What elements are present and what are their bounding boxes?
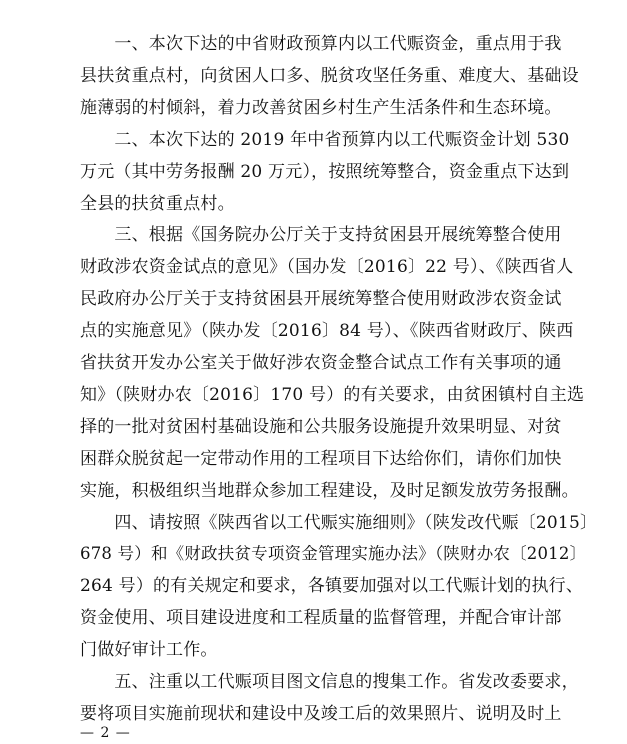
paragraph-3-line-3: 民政府办公厅关于支持贫困县开展统筹整合使用财政涉农资金试 xyxy=(80,289,562,309)
paragraph-2-line-3: 全县的扶贫重点村。 xyxy=(80,194,235,214)
paragraph-2-line-2: 万元（其中劳务报酬 20 万元），按照统筹整合，资金重点下达到 xyxy=(80,162,570,182)
paragraph-4-line-5: 门做好审计工作。 xyxy=(80,640,218,660)
page-number: — 2 — xyxy=(80,725,131,741)
paragraph-1-line-1: 一、本次下达的中省财政预算内以工代赈资金，重点用于我 xyxy=(80,34,562,54)
paragraph-5-line-1: 五、注重以工代赈项目图文信息的搜集工作。省发改委要求， xyxy=(80,672,579,692)
paragraph-4-line-3: 264 号）的有关规定和要求，各镇要加强对以工代赈计划的执行、 xyxy=(80,576,584,596)
paragraph-3-line-6: 知》（陕财办农〔2016〕170 号）的有关要求，由贫困镇村自主选 xyxy=(80,385,585,405)
paragraph-3-line-1: 三、根据《国务院办公厅关于支持贫困县开展统筹整合使用 xyxy=(80,225,562,245)
paragraph-3-line-8: 困群众脱贫起一定带动作用的工程项目下达给你们，请你们加快 xyxy=(80,449,562,469)
paragraph-3-line-7: 择的一批对贫困村基础设施和公共服务设施提升效果明显、对贫 xyxy=(80,417,562,437)
paragraph-2-line-1: 二、本次下达的 2019 年中省预算内以工代赈资金计划 530 xyxy=(80,130,570,150)
paragraph-4-line-4: 资金使用、项目建设进度和工程质量的监督管理，并配合审计部 xyxy=(80,608,562,628)
paragraph-4-line-1: 四、请按照《陕西省以工代赈实施细则》（陕发改代赈〔2015〕 xyxy=(80,513,598,533)
paragraph-4-line-2: 678 号）和《财政扶贫专项资金管理实施办法》（陕财办农〔2012〕 xyxy=(80,544,587,563)
paragraph-3-line-2: 财政涉农资金试点的意见》（国办发〔2016〕22 号）、《陕西省人 xyxy=(80,257,574,277)
paragraph-5-line-2: 要将项目实施前现状和建设中及竣工后的效果照片、说明及时上 xyxy=(80,704,562,724)
paragraph-3-line-9: 实施，积极组织当地群众参加工程建设，及时足额发放劳务报酬。 xyxy=(80,481,579,501)
paragraph-3-line-5: 省扶贫开发办公室关于做好涉农资金整合试点工作有关事项的通 xyxy=(80,353,562,373)
paragraph-3-line-4: 点的实施意见》（陕办发〔2016〕84 号）、《陕西省财政厅、陕西 xyxy=(80,321,574,341)
paragraph-1-line-3: 施薄弱的村倾斜，着力改善贫困乡村生产生活条件和生态环境。 xyxy=(80,98,562,118)
paragraph-1-line-2: 县扶贫重点村，向贫困人口多、脱贫攻坚任务重、难度大、基础设 xyxy=(80,66,579,86)
